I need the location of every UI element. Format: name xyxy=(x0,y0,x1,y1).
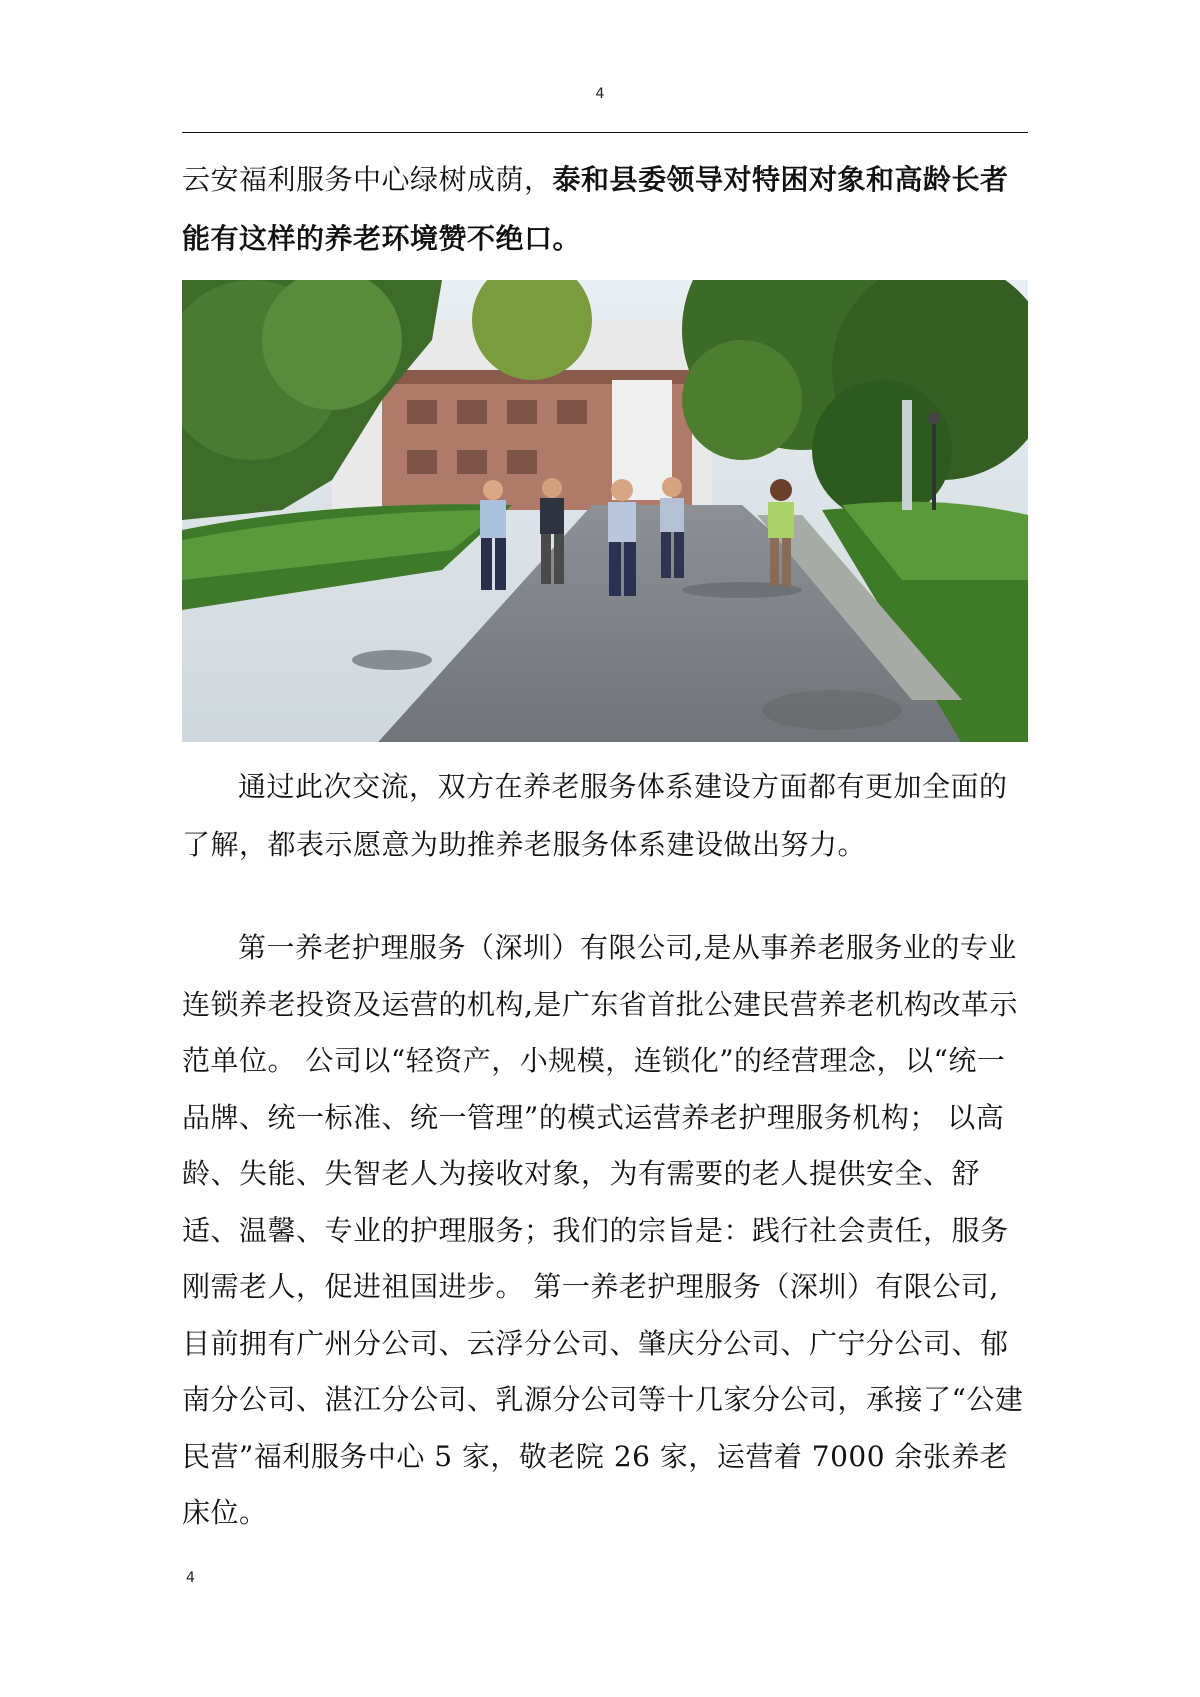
company-paragraph: 第一养老护理服务（深圳）有限公司,是从事养老服务业的专业连锁养老投资及运营的机构,是广东省首批公建民营养老机构改革示范单位。 公司以“轻资产，小规模，连锁化”的经营理念，以“统一品牌、统一标准、统一管理”的模式运营养老护理服务机构； 以高龄、失能、失智老人为接收对象，为有需要的老人提供安全、舒适、温馨、专业的护理服务；我们的宗旨是：践行社会责任，服务刚需老人，促进祖国进步。 第一养老护理服务（深圳）有限公司, 目前拥有广州分公司、云浮分公司、肇庆分公司、广宁分公司、郁南分公司、湛江分公司、乳源分公司等十几家分公司，承接了“公建民营”福利服务中心 5 家，敬老院 26 家，运营着 7000 余张养老床位。 xyxy=(182,931,1024,1529)
page-header-number: 4 xyxy=(595,86,605,102)
intro-normal-text: 云安福利服务中心绿树成荫， xyxy=(182,163,553,196)
photo-illustration xyxy=(182,280,1028,742)
intro-paragraph xyxy=(182,150,1028,268)
header-rule xyxy=(182,132,1028,133)
facility-visit-photo xyxy=(182,280,1028,742)
exchange-paragraph: 通过此次交流，双方在养老服务体系建设方面都有更加全面的了解，都表示愿意为助推养老服务体系建设做出努力。 xyxy=(182,770,1008,861)
page-footer-number: 4 xyxy=(186,1570,195,1586)
intro-bold-text: 泰和县委领导对特困对象和高龄长者能有这样的养老环境赞不绝口。 xyxy=(182,163,1009,255)
